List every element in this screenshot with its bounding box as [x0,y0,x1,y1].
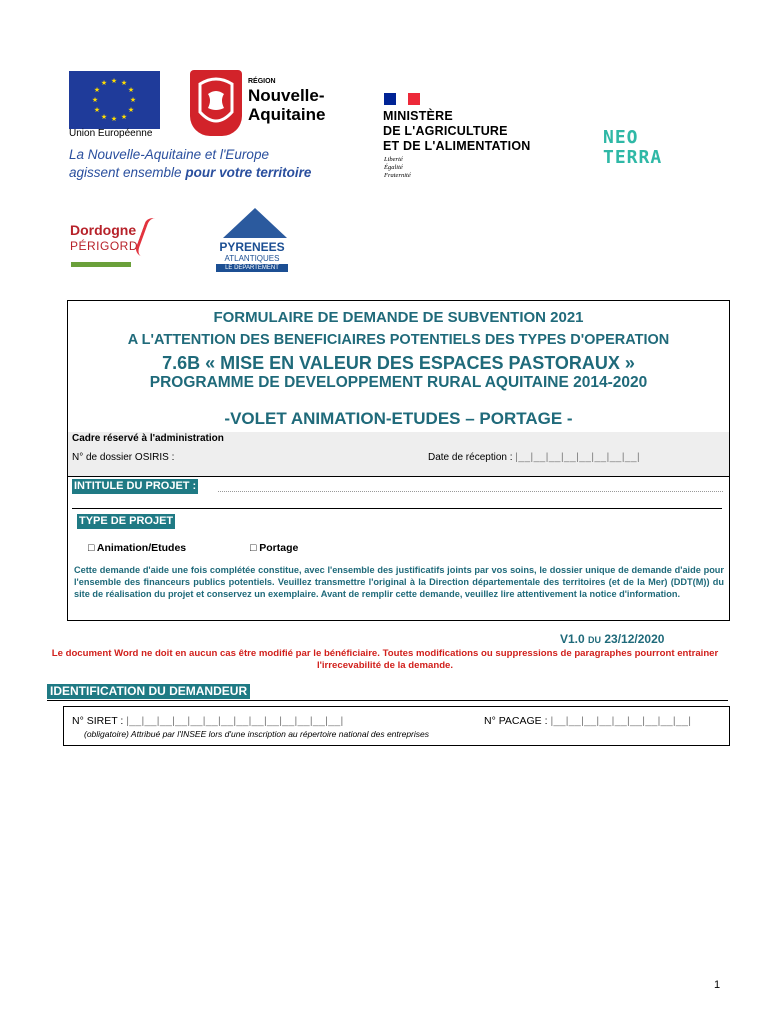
pyrenees-logo-dept: LE DÉPARTEMENT [216,264,288,272]
identification-header: IDENTIFICATION DU DEMANDEUR [47,684,250,699]
admin-reserved-box [67,432,730,477]
reception-date-label: Date de réception : [428,452,513,463]
region-slogan [69,146,311,182]
version-number: V1.0 [560,632,589,646]
region-label: RÉGION [248,78,276,85]
title-line-1: FORMULAIRE DE DEMANDE DE SUBVENTION 2021 [213,309,584,326]
nouvelle-aquitaine-lion-icon [190,70,242,136]
reception-date-field[interactable] [428,452,640,463]
eu-flag-logo [69,71,160,129]
osiris-label: N° de dossier OSIRIS : [72,452,175,463]
svg-text:★: ★ [100,80,108,87]
project-type-header: TYPE DE PROJET [79,515,174,527]
slogan-line2-a: agissent ensemble [69,165,186,180]
pacage-label: N° PACAGE : [484,715,548,727]
project-title-header: INTITULE DU PROJET : [74,480,197,492]
region-name-line2: Aquitaine [248,105,326,124]
svg-text:★: ★ [129,97,137,104]
project-section [67,476,730,621]
section-divider [72,508,722,509]
ministry-line1: MINISTÈRE [383,109,453,123]
animation-etudes-checkbox[interactable]: □ Animation/Etudes [88,542,187,554]
svg-text:★: ★ [127,87,135,94]
version-label [560,632,664,646]
neo-text: NEO [603,127,639,148]
terra-text: TERRA [603,147,663,168]
reception-date-boxes: |__|__|__|__|__|__|__|__| [515,452,641,463]
version-date: 23/12/2020 [601,632,665,646]
eu-stars-icon [69,71,160,129]
osiris-field[interactable] [72,452,174,463]
french-flag-icon [384,92,420,104]
dordogne-figure-icon [134,216,166,260]
perigord-text: PÉRIGORD [70,239,139,253]
ministry-line3: ET DE L'ALIMENTATION [383,139,531,153]
title-line-3: 7.6B « MISE EN VALEUR DES ESPACES PASTORAUX » [162,353,635,373]
svg-text:★: ★ [100,114,108,121]
motto-2: Égalité [384,164,403,171]
slogan-line1: La Nouvelle-Aquitaine et l'Europe [69,147,269,162]
svg-text:★: ★ [91,97,99,104]
pacage-boxes: |__|__|__|__|__|__|__|__|__| [550,715,692,727]
republic-motto [384,156,411,180]
svg-text:★: ★ [93,107,101,114]
svg-text:★: ★ [110,78,118,85]
ministry-name [383,109,530,154]
motto-3: Fraternité [384,172,411,179]
dordogne-bar-decoration [71,262,131,267]
dordogne-logo [70,222,138,254]
svg-text:★: ★ [110,116,118,123]
svg-text:★: ★ [120,80,128,87]
slogan-line2-b: pour votre territoire [185,165,312,180]
svg-text:★: ★ [93,87,101,94]
title-frame [67,300,730,434]
identification-box [63,706,730,746]
instructions-notice: Cette demande d'aide une fois complétée constitue, avec l'ensemble des justificatifs joints par vos soins, le dossier unique de demande d'aide pour l'ensemble des financeurs publics potentiels. Veuillez transmettre l'original à la Direction départementale des territoires (et de la Mer) (DDT(M)) du site de réalisation du projet et conservez un exemplaire. Avant de remplir cette demande, veuillez lire attentivement la notice d'information. [74,565,724,600]
siret-label: N° SIRET : [72,715,124,727]
motto-1: Liberté [384,156,403,163]
svg-text:★: ★ [120,114,128,121]
siret-boxes: |__|__|__|__|__|__|__|__|__|__|__|__|__|__| [126,715,344,727]
version-du: DU [588,635,602,645]
page-number: 1 [714,979,721,991]
mountain-icon [223,208,287,238]
neo-terra-logo [603,128,662,168]
dordogne-text: Dordogne [70,222,137,238]
pyrenees-logo-sub: ATLANTIQUES [224,254,280,263]
title-line-4: PROGRAMME DE DEVELOPPEMENT RURAL AQUITAINE 2014-2020 [149,374,648,391]
title-line-2: A L'ATTENTION DES BENEFICIAIRES POTENTIELS DES TYPES D'OPERATION [127,332,670,348]
portage-checkbox[interactable]: □ Portage [250,542,299,554]
pyrenees-logo-name: PYRENEES [219,240,285,254]
region-name [248,86,325,124]
identification-divider [47,700,728,701]
siret-note: (obligatoire) Attribué par l'INSEE lors d'une inscription au répertoire national des entreprises [84,729,429,739]
admin-title: Cadre réservé à l'administration [72,433,224,444]
ministry-line2: DE L'AGRICULTURE [383,124,508,138]
pacage-field[interactable] [484,715,691,727]
project-title-input[interactable] [218,491,723,492]
modification-warning: Le document Word ne doit en aucun cas être modifié par le bénéficiaire. Toutes modifications ou suppressions de paragraphes pourront entrainer l'irrecevabilité de la demande. [51,648,719,671]
region-name-line1: Nouvelle- [248,86,325,105]
eu-caption: Union Européenne [69,128,153,139]
svg-text:★: ★ [127,107,135,114]
title-line-5: -VOLET ANIMATION-ETUDES – PORTAGE - [224,409,573,428]
slogan-line2 [69,164,311,182]
siret-field[interactable] [72,715,344,727]
